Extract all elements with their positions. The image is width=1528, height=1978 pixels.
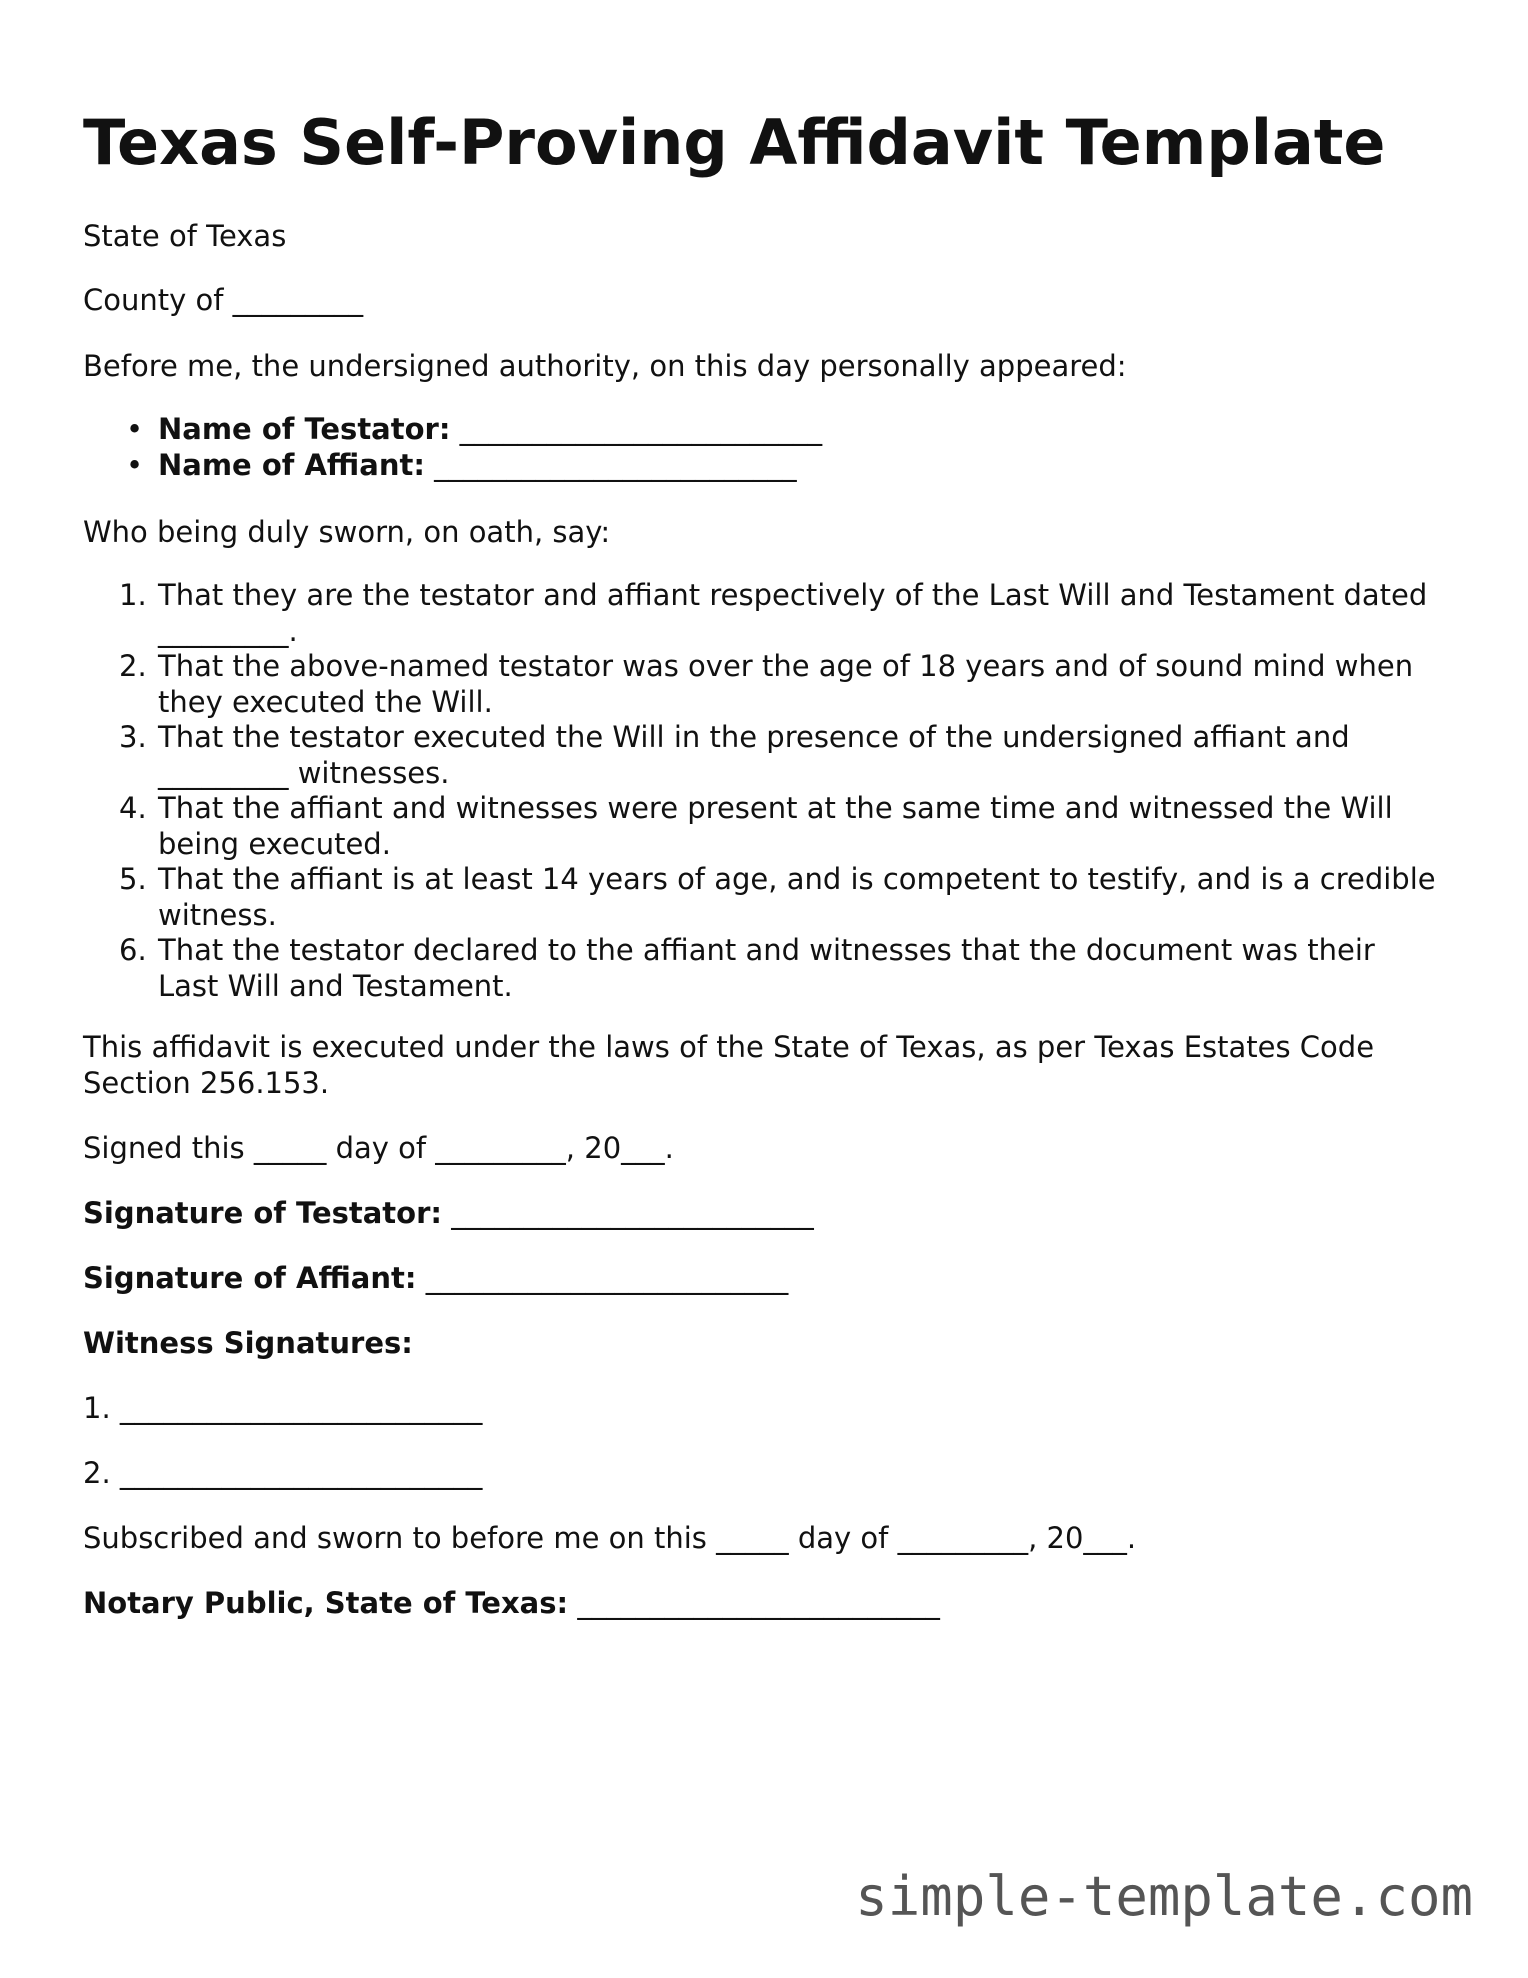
affiant-name-blank: _________________________ bbox=[434, 448, 797, 482]
statement-item bbox=[83, 649, 1443, 720]
statement-text: That the affiant is at least 14 years of age, and is competent to testify, and is a credible witness. bbox=[158, 862, 1436, 932]
statement-text: That the testator declared to the affiant and witnesses that the document was their Last Will and Testament. bbox=[158, 933, 1375, 1003]
subscribed-line: Subscribed and sworn to before me on this _____ day of _________, 20___. bbox=[83, 1521, 1137, 1555]
statements-list bbox=[83, 578, 1443, 1004]
affiant-name-item bbox=[83, 447, 822, 483]
notary-label: Notary Public, State of Texas: bbox=[83, 1586, 569, 1620]
witness-signature-line-2: 2. _________________________ bbox=[83, 1456, 483, 1490]
statement-text: That the affiant and witnesses were present at the same time and witnessed the Will being executed. bbox=[158, 791, 1393, 861]
statement-number: 3. bbox=[119, 720, 147, 754]
statement-text: That the testator executed the Will in the presence of the undersigned affiant and _________ witnesses. bbox=[158, 720, 1350, 790]
witness-heading: Witness Signatures: bbox=[83, 1326, 413, 1360]
notary-line bbox=[83, 1585, 940, 1621]
site-watermark: simple-template.com bbox=[855, 1865, 1473, 1928]
witness-signature-line-1: 1. _________________________ bbox=[83, 1391, 483, 1425]
affiant-signature-line bbox=[83, 1260, 788, 1296]
affiant-signature-blank: _________________________ bbox=[425, 1261, 789, 1295]
law-paragraph: This affidavit is executed under the laws of the State of Texas, as per Texas Estates Code Section 256.153. bbox=[83, 1030, 1375, 1100]
testator-signature-line bbox=[83, 1195, 814, 1231]
statement-item bbox=[83, 720, 1443, 791]
sworn-line: Who being duly sworn, on oath, say: bbox=[83, 515, 611, 549]
bullet-icon: • bbox=[126, 448, 144, 482]
statement-number: 5. bbox=[119, 862, 147, 896]
statement-number: 4. bbox=[119, 791, 147, 825]
bullet-icon: • bbox=[126, 412, 144, 446]
statement-text: That they are the testator and affiant respectively of the Last Will and Testament dated _________. bbox=[158, 578, 1428, 648]
statement-text: That the above-named testator was over the age of 18 years and of sound mind when they executed the Will. bbox=[158, 649, 1414, 719]
testator-signature-label: Signature of Testator: bbox=[83, 1196, 442, 1230]
testator-name-label: Name of Testator: bbox=[158, 412, 451, 446]
affiant-name-label: Name of Affiant: bbox=[158, 448, 425, 482]
state-line: State of Texas bbox=[83, 219, 287, 253]
statement-number: 1. bbox=[119, 578, 147, 612]
intro-paragraph: Before me, the undersigned authority, on this day personally appeared: bbox=[83, 349, 1127, 383]
affiant-signature-label: Signature of Affiant: bbox=[83, 1261, 417, 1295]
statement-item bbox=[83, 578, 1443, 649]
signed-date-line: Signed this _____ day of _________, 20___. bbox=[83, 1131, 674, 1165]
appearing-parties-list bbox=[83, 411, 822, 483]
statement-item bbox=[83, 862, 1443, 933]
testator-name-blank: _________________________ bbox=[459, 412, 823, 446]
testator-signature-blank: _________________________ bbox=[451, 1196, 814, 1230]
statement-item bbox=[83, 791, 1443, 862]
statement-number: 6. bbox=[119, 933, 147, 967]
county-line: County of _________ bbox=[83, 283, 364, 317]
document-title: Texas Self-Proving Affidavit Template bbox=[83, 106, 1386, 179]
statement-number: 2. bbox=[119, 649, 147, 683]
testator-name-item bbox=[83, 411, 822, 447]
notary-blank: _________________________ bbox=[577, 1586, 940, 1620]
statement-item bbox=[83, 933, 1443, 1004]
